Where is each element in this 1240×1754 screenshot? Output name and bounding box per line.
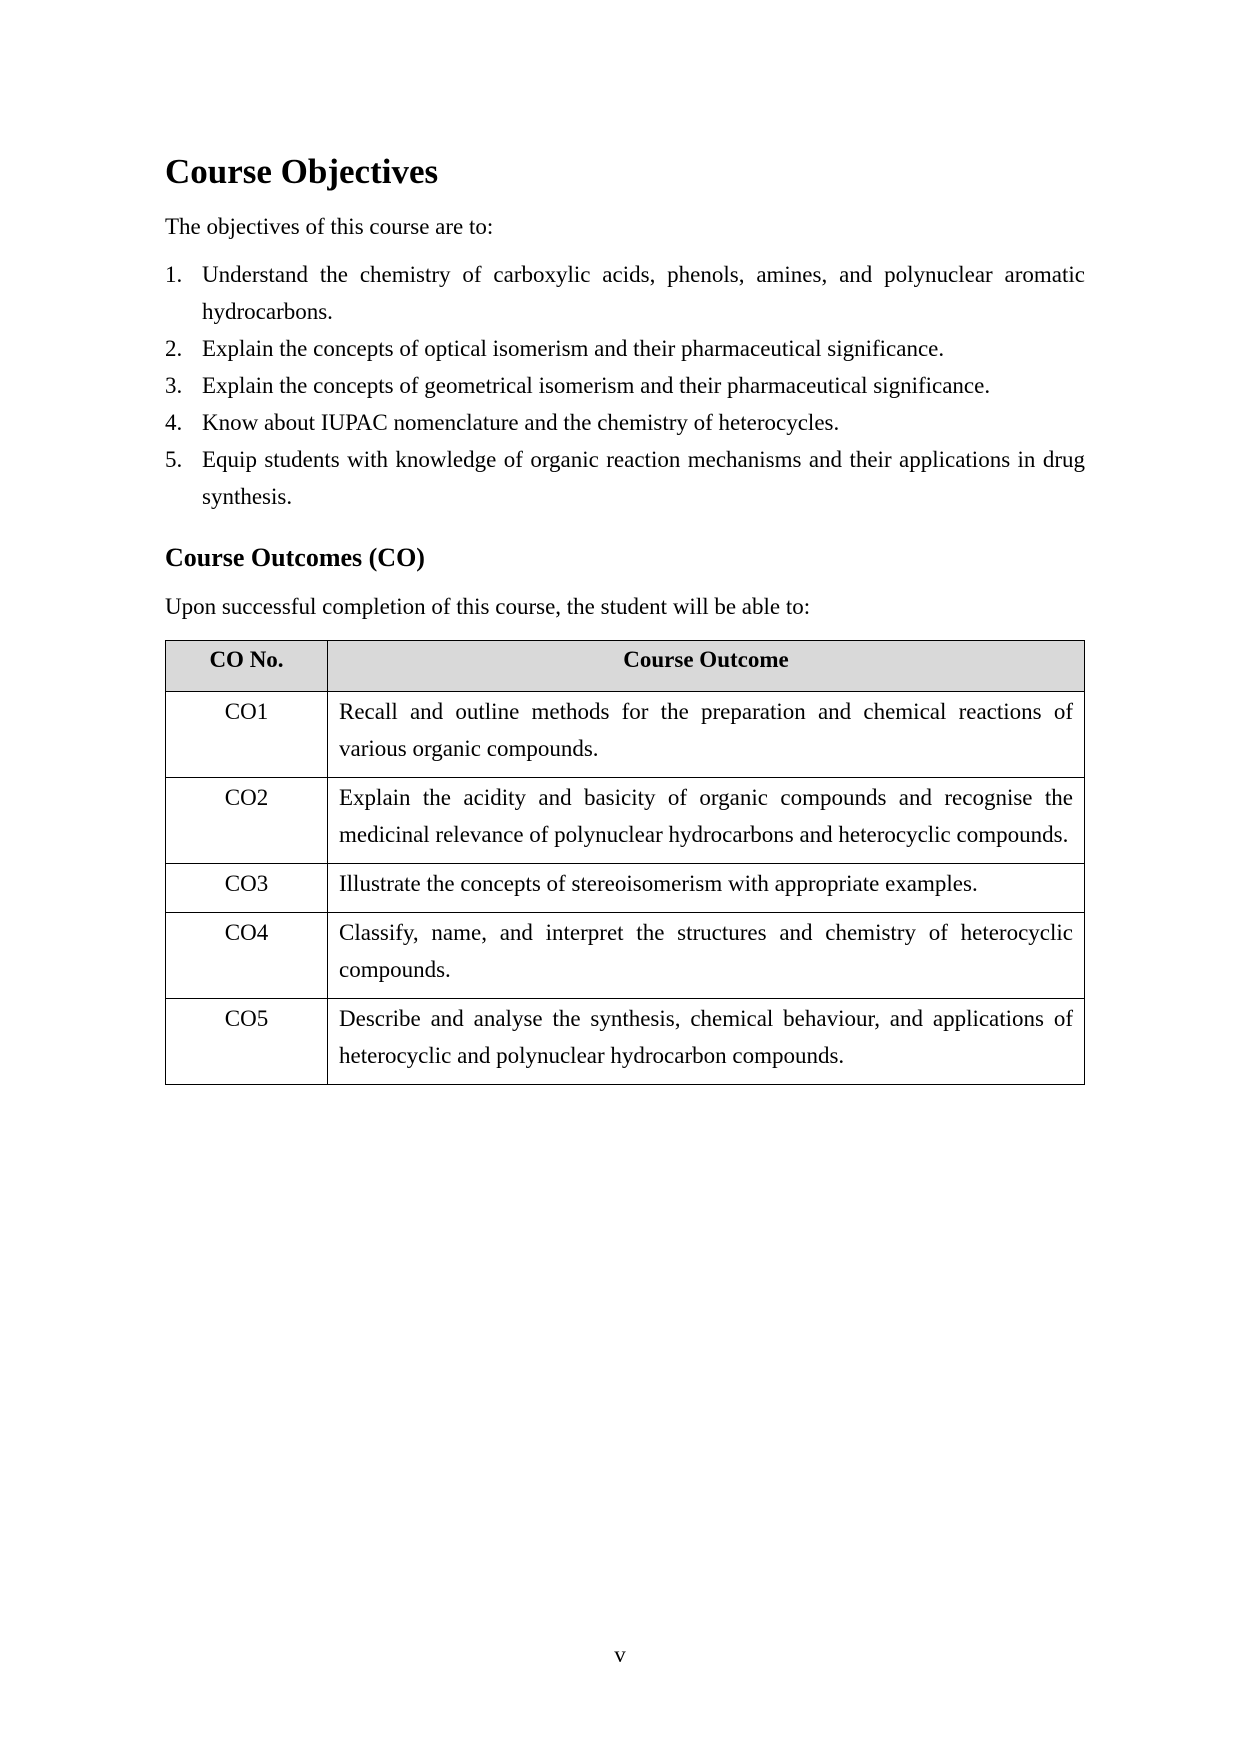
objective-item bbox=[165, 404, 1085, 441]
page-number: v bbox=[614, 1642, 626, 1667]
table-row bbox=[166, 913, 1085, 999]
course-objectives-heading: Course Objectives bbox=[165, 152, 439, 191]
objective-number: 5. bbox=[165, 447, 183, 472]
table-header-row bbox=[166, 641, 1085, 692]
co-number-cell: CO5 bbox=[166, 999, 328, 1085]
objective-number: 1. bbox=[165, 262, 183, 287]
co-outcome-cell: Illustrate the concepts of stereoisomerism with appropriate examples. bbox=[328, 864, 1085, 913]
objective-item bbox=[165, 441, 1085, 515]
co-number-cell: CO3 bbox=[166, 864, 328, 913]
co-number-cell: CO4 bbox=[166, 913, 328, 999]
co-outcome-cell: Explain the acidity and basicity of organic compounds and recognise the medicinal relevance of polynuclear hydrocarbons and heterocyclic compounds. bbox=[328, 778, 1085, 864]
objectives-intro: The objectives of this course are to: bbox=[165, 214, 494, 239]
table-row bbox=[166, 692, 1085, 778]
co-outcome-cell: Describe and analyse the synthesis, chemical behaviour, and applications of heterocyclic and polynuclear hydrocarbon compounds. bbox=[328, 999, 1085, 1085]
co-number-cell: CO2 bbox=[166, 778, 328, 864]
course-outcomes-table bbox=[165, 640, 1085, 1085]
header-course-outcome: Course Outcome bbox=[328, 641, 1085, 692]
objective-text: Know about IUPAC nomenclature and the chemistry of heterocycles. bbox=[202, 410, 840, 435]
objective-number: 4. bbox=[165, 410, 183, 435]
objective-number: 3. bbox=[165, 373, 183, 398]
objective-text: Equip students with knowledge of organic reaction mechanisms and their applications in drug synthesis. bbox=[202, 447, 1085, 509]
header-co-number: CO No. bbox=[166, 641, 328, 692]
table-row bbox=[166, 999, 1085, 1085]
objective-number: 2. bbox=[165, 336, 183, 361]
objectives-list bbox=[165, 256, 1085, 515]
objective-text: Explain the concepts of geometrical isomerism and their pharmaceutical significance. bbox=[202, 373, 991, 398]
outcomes-intro: Upon successful completion of this course, the student will be able to: bbox=[165, 594, 811, 619]
objective-text: Understand the chemistry of carboxylic acids, phenols, amines, and polynuclear aromatic hydrocarbons. bbox=[202, 262, 1085, 324]
objective-item bbox=[165, 367, 1085, 404]
co-number-cell: CO1 bbox=[166, 692, 328, 778]
table-row bbox=[166, 778, 1085, 864]
objective-item bbox=[165, 256, 1085, 330]
table-row bbox=[166, 864, 1085, 913]
co-outcome-cell: Classify, name, and interpret the structures and chemistry of heterocyclic compounds. bbox=[328, 913, 1085, 999]
co-outcome-cell: Recall and outline methods for the preparation and chemical reactions of various organic compounds. bbox=[328, 692, 1085, 778]
objective-item bbox=[165, 330, 1085, 367]
course-outcomes-heading: Course Outcomes (CO) bbox=[165, 543, 425, 572]
objective-text: Explain the concepts of optical isomerism and their pharmaceutical significance. bbox=[202, 336, 945, 361]
